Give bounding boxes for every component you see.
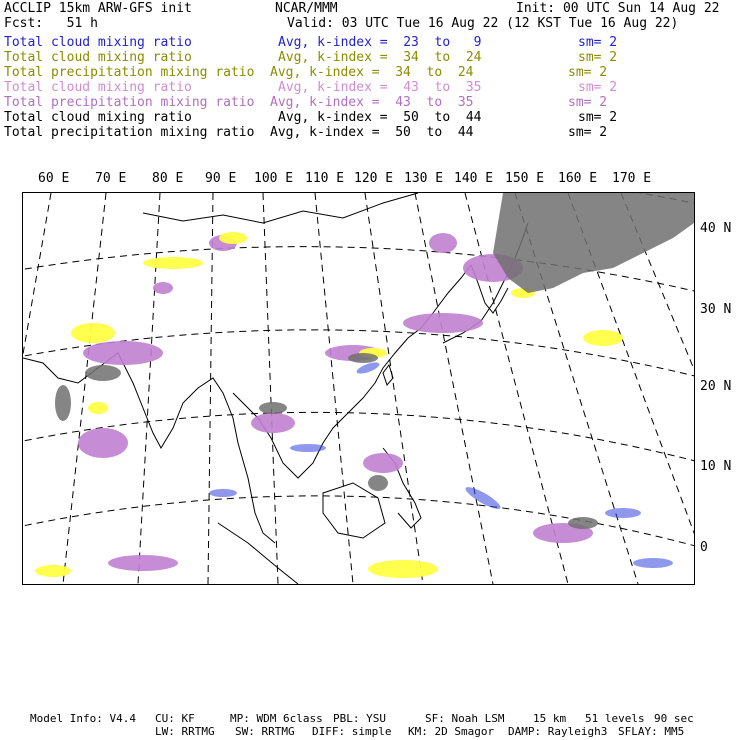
cloud-patch	[71, 323, 115, 343]
title-model: ACCLIP 15km ARW-GFS init	[4, 1, 192, 16]
cloud-field-low	[209, 360, 673, 568]
field-2-sm: sm= 2	[568, 65, 608, 80]
field-3-avg: Avg, k-index = 43 to 35	[278, 80, 482, 95]
field-3-sm: sm= 2	[578, 80, 618, 95]
cloud-patch	[463, 484, 503, 513]
lon-label: 110 E	[305, 171, 345, 186]
footer-levels: 51 levels	[585, 712, 645, 725]
footer-sflay: SFLAY: MM5	[618, 725, 685, 738]
cloud-patch	[290, 444, 326, 452]
cloud-patch	[363, 453, 403, 473]
cloud-patch	[85, 365, 121, 381]
lat-label: 0	[700, 540, 708, 555]
lon-line	[415, 193, 493, 584]
coast-indochina	[233, 265, 471, 478]
lon-line	[263, 193, 278, 584]
field-2-name: Total precipitation mixing ratio	[4, 65, 255, 80]
coast-sumatra	[218, 523, 298, 584]
lon-label: 70 E	[95, 171, 127, 186]
footer-model-info: Model Info: V4.4	[30, 712, 136, 725]
footer-sf: SF: Noah LSM	[425, 712, 505, 725]
field-4-name: Total precipitation mixing ratio	[4, 95, 255, 110]
lon-label: 160 E	[558, 171, 598, 186]
cloud-patch	[429, 233, 457, 253]
coast-arabia-india	[23, 353, 275, 543]
field-4-sm: sm= 2	[568, 95, 608, 110]
cloud-patch	[153, 282, 173, 294]
init-time: Init: 00 UTC Sun 14 Aug 22	[516, 1, 720, 16]
lat-label: 40 N	[700, 221, 732, 236]
lon-line	[208, 193, 213, 584]
footer-sw: SW: RRTMG	[235, 725, 295, 738]
lat-label: 30 N	[700, 302, 732, 317]
footer-res: 15 km	[533, 712, 567, 725]
title-org: NCAR/MMM	[275, 1, 338, 16]
lon-label: 80 E	[152, 171, 184, 186]
map-panel	[22, 192, 695, 585]
coast-mongolia-border	[143, 193, 418, 223]
field-1-avg: Avg, k-index = 34 to 24	[278, 50, 482, 65]
lon-label: 150 E	[505, 171, 545, 186]
footer-mp: MP: WDM 6class	[230, 712, 323, 725]
valid-time: Valid: 03 UTC Tue 16 Aug 22 (12 KST Tue 16 Aug 22)	[287, 16, 679, 31]
cloud-patch	[368, 560, 438, 578]
field-3-name: Total cloud mixing ratio	[4, 80, 192, 95]
lon-label: 60 E	[38, 171, 70, 186]
footer-cu: CU: KF	[155, 712, 195, 725]
field-0-sm: sm= 2	[578, 35, 618, 50]
field-0-name: Total cloud mixing ratio	[4, 35, 192, 50]
field-6-name: Total precipitation mixing ratio	[4, 125, 255, 140]
field-5-sm: sm= 2	[578, 110, 618, 125]
field-5-name: Total cloud mixing ratio	[4, 110, 192, 125]
lon-line	[315, 193, 353, 584]
cloud-patch	[259, 402, 287, 414]
cloud-patch	[633, 558, 673, 568]
field-2-avg: Avg, k-index = 34 to 24	[270, 65, 474, 80]
cloud-patch	[88, 402, 108, 414]
cloud-patch	[605, 508, 641, 518]
footer-dt: 90 sec	[654, 712, 694, 725]
cloud-patch	[55, 385, 71, 421]
lat-label: 20 N	[700, 379, 732, 394]
cloud-patch	[35, 565, 71, 577]
lon-label: 120 E	[354, 171, 394, 186]
cloud-patch	[83, 341, 163, 365]
forecast-hour: Fcst: 51 h	[4, 16, 98, 31]
map-svg	[23, 193, 694, 584]
cloud-patch	[568, 517, 598, 529]
field-6-sm: sm= 2	[568, 125, 608, 140]
lon-line	[138, 193, 160, 584]
field-1-name: Total cloud mixing ratio	[4, 50, 192, 65]
footer-lw: LW: RRTMG	[155, 725, 215, 738]
field-0-avg: Avg, k-index = 23 to 9	[278, 35, 482, 50]
coast-borneo	[323, 483, 385, 538]
lon-line	[63, 193, 106, 584]
cloud-patch	[78, 428, 128, 458]
field-6-avg: Avg, k-index = 50 to 44	[270, 125, 474, 140]
cloud-patch	[583, 330, 623, 346]
cloud-patch	[368, 475, 388, 491]
cloud-mass-northeast	[493, 193, 694, 293]
cloud-patch	[403, 313, 483, 333]
field-5-avg: Avg, k-index = 50 to 44	[278, 110, 482, 125]
lon-label: 140 E	[454, 171, 494, 186]
lon-label: 100 E	[254, 171, 294, 186]
cloud-patch	[108, 555, 178, 571]
lat-label: 10 N	[700, 459, 732, 474]
coastlines	[23, 193, 528, 584]
cloud-patch	[209, 489, 237, 497]
cloud-patch	[251, 413, 295, 433]
lon-label: 170 E	[612, 171, 652, 186]
footer-pbl: PBL: YSU	[333, 712, 386, 725]
field-1-sm: sm= 2	[578, 50, 618, 65]
footer-km: KM: 2D Smagor	[408, 725, 495, 738]
cloud-patch	[143, 257, 203, 269]
cloud-patch	[348, 353, 378, 363]
footer-diff: DIFF: simple	[312, 725, 392, 738]
footer-damp: DAMP: Rayleigh3	[508, 725, 608, 738]
lon-label: 130 E	[404, 171, 444, 186]
lon-label: 90 E	[205, 171, 237, 186]
field-4-avg: Avg, k-index = 43 to 35	[270, 95, 474, 110]
cloud-patch	[219, 232, 247, 244]
